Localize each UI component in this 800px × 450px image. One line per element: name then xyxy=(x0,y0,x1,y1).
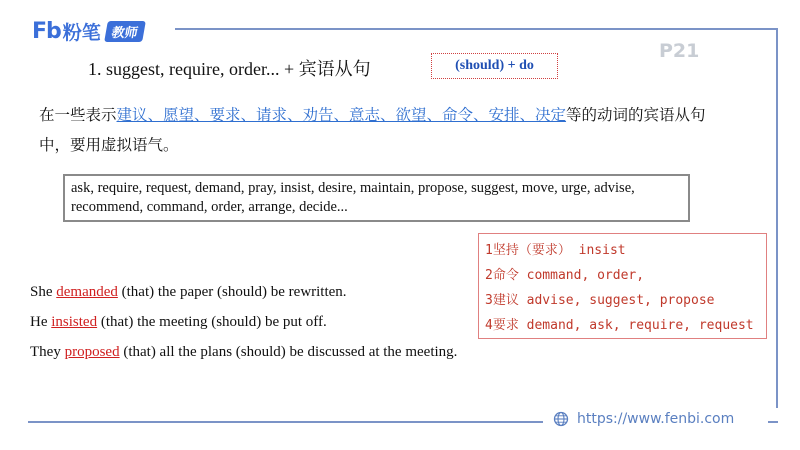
formula-text: (should) + do xyxy=(455,58,534,73)
example-3-keyword: proposed xyxy=(64,344,120,360)
example-sentence-3 xyxy=(30,344,457,361)
notes-box xyxy=(478,233,767,339)
fenbi-logo xyxy=(32,18,144,44)
logo-teacher-badge: 教师 xyxy=(104,21,146,42)
note-line-3: 3建议 advise, suggest, propose xyxy=(485,293,715,308)
frame-bottom-line xyxy=(28,421,543,423)
section-heading: 1. suggest, require, order... + 宾语从句 xyxy=(88,59,371,79)
formula-box xyxy=(431,53,558,79)
frame-right-line xyxy=(776,28,778,408)
footer xyxy=(553,411,734,427)
example-1-before: She xyxy=(30,284,57,300)
verb-list-box: ask, require, request, demand, pray, insist, desire, maintain, propose, suggest, move, urge, advise, recommend, command, order, arrange, decide... xyxy=(63,174,690,222)
example-1-after: (that) the paper (should) be rewritten. xyxy=(117,284,347,300)
note-line-1: 1坚持（要求） insist xyxy=(485,243,626,258)
logo-fenbi-text: 粉笔 xyxy=(62,21,101,44)
explanation-paragraph xyxy=(39,100,729,160)
paragraph-suffix: 等的动词的宾语从句中，要用虚拟语气。 xyxy=(39,106,706,154)
example-2-before: He xyxy=(30,314,52,330)
paragraph-prefix: 在一些表示 xyxy=(39,106,117,124)
example-2-after: (that) the meeting (should) be put off. xyxy=(97,314,327,330)
example-sentence-2 xyxy=(30,314,327,331)
frame-top-line xyxy=(175,28,778,30)
example-2-keyword: insisted xyxy=(51,314,98,330)
footer-url-link[interactable]: https://www.fenbi.com xyxy=(577,411,735,427)
example-3-after: (that) all the plans (should) be discussed at the meeting. xyxy=(119,344,458,360)
logo-fb-mark: Fb xyxy=(32,18,61,44)
page-number: P21 xyxy=(659,40,700,62)
example-sentence-1 xyxy=(30,284,347,301)
example-1-keyword: demanded xyxy=(56,284,118,300)
note-line-4: 4要求 demand, ask, require, request xyxy=(485,318,754,333)
note-line-2: 2命令 command, order, xyxy=(485,268,645,283)
globe-icon xyxy=(553,411,569,427)
example-3-before: They xyxy=(30,344,65,360)
paragraph-highlight: 建议、愿望、要求、请求、劝告、意志、欲望、命令、安排、决定 xyxy=(116,106,567,124)
frame-bottom-line-end xyxy=(768,421,778,423)
